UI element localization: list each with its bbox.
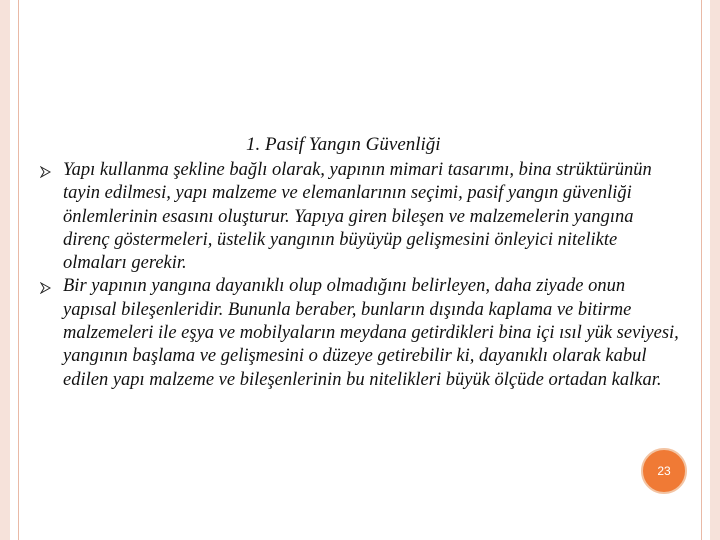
- left-border-strip: [0, 0, 10, 540]
- arrow-bullet-icon: [40, 282, 51, 294]
- bullet-item: [40, 159, 680, 275]
- slide-title: 1. Pasif Yangın Güvenliği: [246, 134, 441, 155]
- arrow-bullet-icon: [40, 166, 51, 178]
- bullet-text: Bir yapının yangına dayanıklı olup olmadığını belirleyen, daha ziyade onun yapısal bileşenleridir. Bununla beraber, bunların dışında kaplama ve bitirme malzemeleri ile eşya ve mobilyaların meydana getirdikleri bina içi ısıl yük seviyesi, yangının başlama ve gelişmesini o düzeye getirebilir ki, dayanıklı olarak kabul edilen yapı malzeme ve bileşenlerinin bu nitelikleri büyük ölçüde ortadan kalkar.: [63, 276, 679, 390]
- bullet-item: [40, 275, 680, 391]
- right-border-strip: [710, 0, 720, 540]
- bullet-list: [40, 159, 680, 392]
- right-border-line: [701, 0, 702, 540]
- page-number-badge: 23: [641, 448, 687, 494]
- left-border-line: [18, 0, 19, 540]
- bullet-text: Yapı kullanma şekline bağlı olarak, yapının mimari tasarımı, bina strüktürünün tayin edilmesi, yapı malzeme ve elemanlarının seçimi, pasif yangın güvenliği önlemlerinin esasını oluşturur. Yapıya giren bileşen ve malzemelerin yangına direnç göstermeleri, üstelik yangının büyüyüp gelişmesini önleyici nitelikte olmaları gerekir.: [63, 160, 652, 274]
